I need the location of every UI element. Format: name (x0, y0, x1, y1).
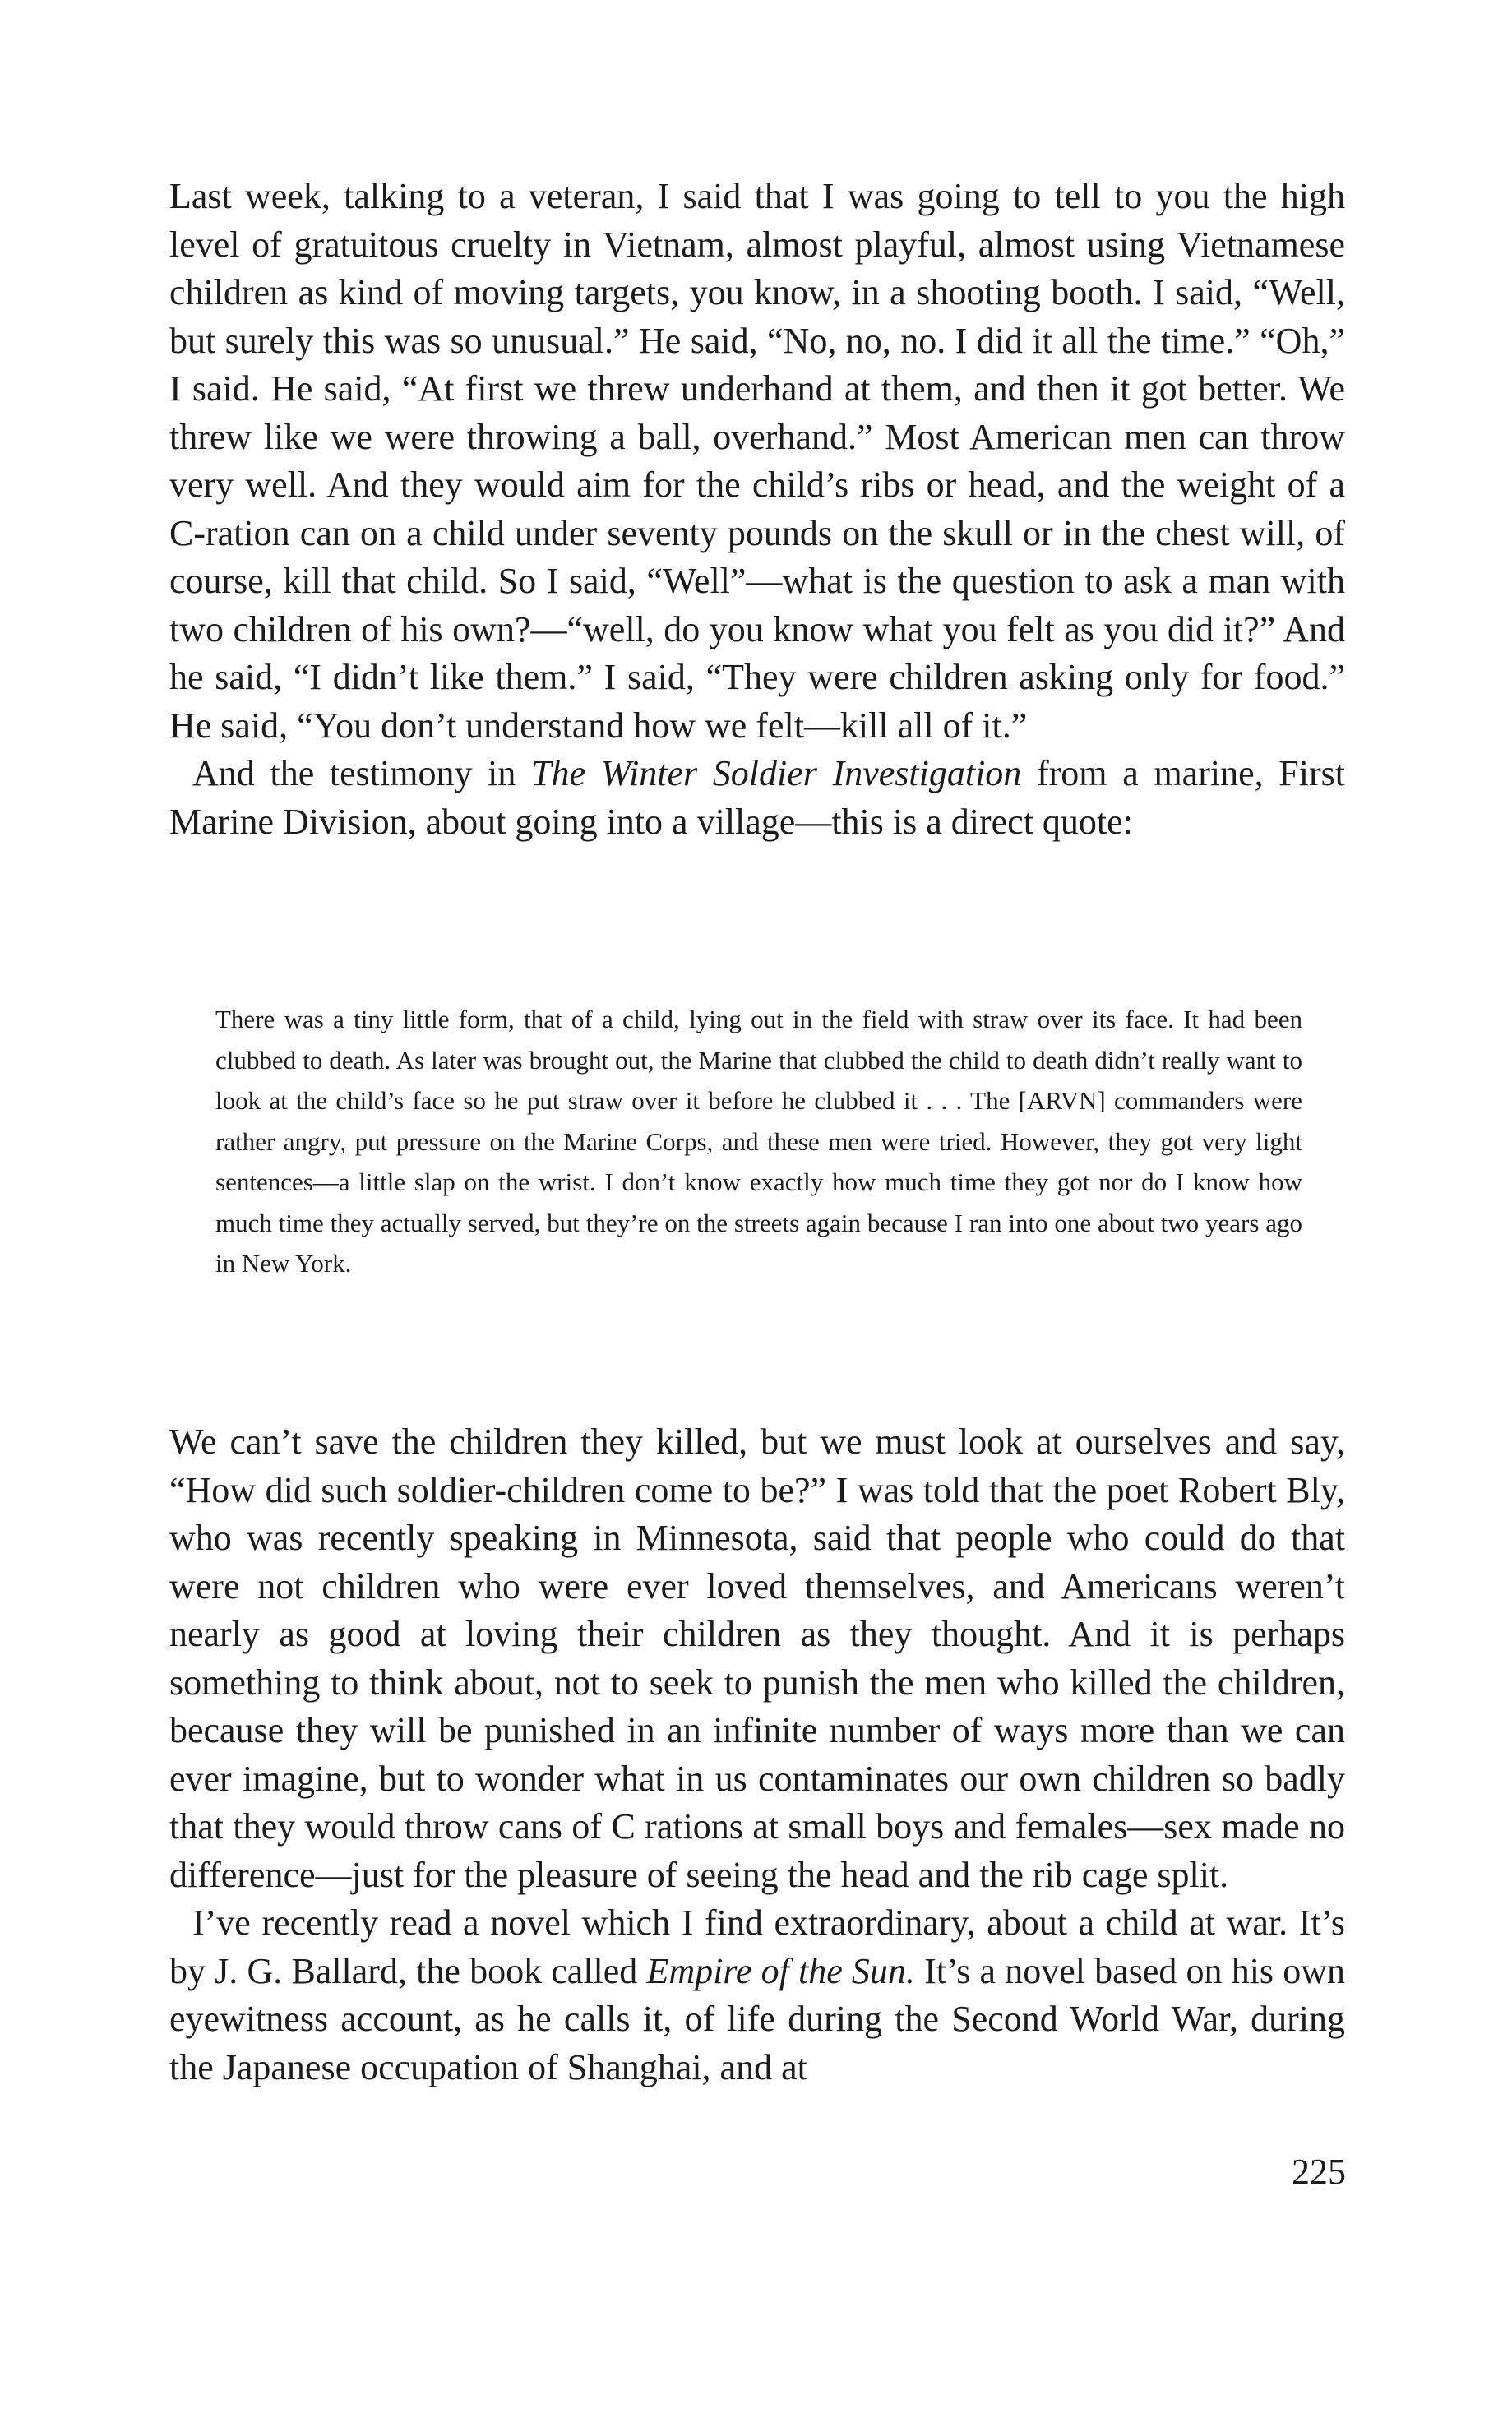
block-quote-testimony: There was a tiny little form, that of a child, lying out in the field with straw over its face. It had been clubbed to death. As later was brought out, the Marine that clubbed the child to death didn’t really want to look at the child’s face so he put straw over it before he clubbed it . . . The [ARVN] commanders were rather angry, put pressure on the Marine Corps, and these men were tried. However, they got very light sentences—a little slap on the wrist. I don’t know exactly how much time they got nor do I know how much time they actually served, but they’re on the streets again because I ran into one about two years ago in New York. (215, 1005, 1302, 1278)
paragraph-text-before-title: I’ve recently read a novel which I find extraordinary, about a child at war. It’s by J. G. Ballard, the book called (169, 1902, 1345, 1991)
paragraph-text-after-title: It’s a novel based on his own eyewitness account, as he calls it, of life during the Second World War, during the Japanese occupation of Shanghai, and at (169, 1950, 1346, 2087)
paragraph-empire-of-the-sun (169, 1899, 1345, 2092)
book-title-winter-soldier: The Winter Soldier Investigation (531, 753, 1022, 793)
paragraph-winter-soldier-intro (169, 750, 1345, 846)
paragraph-text-after-title: from a marine, First Marine Division, about going into a village—this is a direct quote: (169, 753, 1345, 842)
book-title-empire-of-the-sun: Empire of the Sun. (646, 1950, 915, 1991)
paragraph-text-before-title: And the testimony in (192, 753, 532, 793)
top-text-block (169, 173, 1345, 846)
paragraph-veteran-account: Last week, talking to a veteran, I said that I was going to tell to you the high level of gratuitous cruelty in Vietnam, almost playful, almost using Vietnamese children as kind of moving targets, you know, in a shooting booth. I said, “Well, but surely this was so unusual.” He said, “No, no, no. I did it all the time.” “Oh,” I said. He said, “At first we threw underhand at them, and then it got better. We threw like we were throwing a ball, overhand.” Most American men can throw very well. And they would aim for the child’s ribs or head, and the weight of a C-ration can on a child under seventy pounds on the skull or in the chest will, of course, kill that child. So I said, “Well”—what is the question to ask a man with two children of his own?—“well, do you know what you felt as you did it?” And he said, “I didn’t like them.” I said, “They were children asking only for food.” He said, “You don’t understand how we felt—kill all of it.” (169, 176, 1345, 746)
bottom-text-block (169, 1418, 1345, 2092)
paragraph-soldier-children: We can’t save the children they killed, but we must look at ourselves and say, “How did such soldier-children come to be?” I was told that the poet Robert Bly, who was recently speaking in Minnesota, said that people who could do that were not children who were ever loved themselves, and Americans weren’t nearly as good at loving their children as they thought. And it is perhaps something to think about, not to seek to punish the men who killed the children, because they will be punished in an infinite number of ways more than we can ever imagine, but to wonder what in us contaminates our own children so badly that they would throw cans of C rations at small boys and females—sex made no difference—just for the pleasure of seeing the head and the rib cage split. (169, 1421, 1345, 1895)
page-number: 225 (1292, 2152, 1346, 2192)
